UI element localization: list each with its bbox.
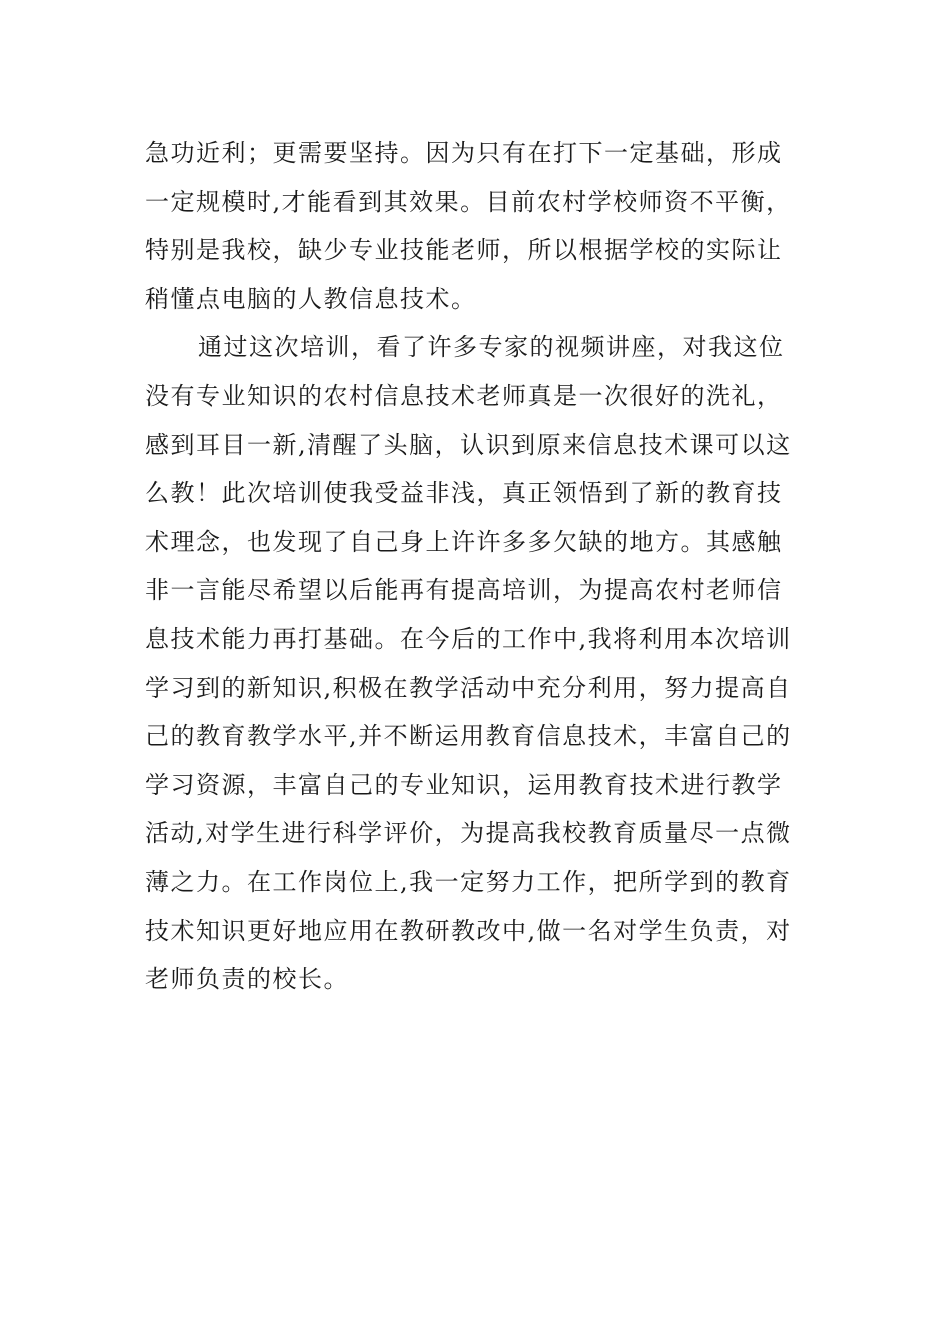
text-line: 通过这次培训，看了许多专家的视频讲座，对我这位 [198, 333, 785, 362]
text-line: 学习资源，丰富自己的专业知识，运用教育技术进行教学 [145, 770, 783, 799]
text-line: 么教！此次培训使我受益非浅，真正领悟到了新的教育技 [145, 479, 783, 508]
text-line: 没有专业知识的农村信息技术老师真是一次很好的洗礼， [145, 381, 783, 410]
document-body [145, 129, 807, 1004]
text-line: 技术知识更好地应用在教研教改中,做一名对学生负责，对 [145, 916, 792, 945]
text-line: 非一言能尽希望以后能再有提高培训，为提高农村老师信 [145, 576, 783, 605]
text-line: 息技术能力再打基础。在今后的工作中,我将利用本次培训 [145, 624, 792, 653]
text-line: 活动,对学生进行科学评价，为提高我校教育质量尽一点微 [145, 819, 792, 848]
text-line: 老师负责的校长。 [145, 965, 349, 994]
text-line: 一定规模时,才能看到其效果。目前农村学校师资不平衡， [145, 187, 792, 216]
text-line: 感到耳目一新,清醒了头脑，认识到原来信息技术课可以这 [145, 430, 792, 459]
text-line: 术理念，也发现了自己身上许许多多欠缺的地方。其感触 [145, 527, 783, 556]
text-line: 稍懂点电脑的人教信息技术。 [145, 284, 477, 313]
paragraph-2 [145, 323, 807, 1003]
text-line: 急功近利；更需要坚持。因为只有在打下一定基础，形成 [145, 139, 783, 167]
text-line: 特别是我校，缺少专业技能老师，所以根据学校的实际让 [145, 236, 783, 265]
text-line: 己的教育教学水平,并不断运用教育信息技术，丰富自己的 [145, 722, 792, 751]
text-line: 薄之力。在工作岗位上,我一定努力工作，把所学到的教育 [145, 867, 792, 896]
text-line: 学习到的新知识,积极在教学活动中充分利用，努力提高自 [145, 673, 792, 702]
paragraph-1 [145, 129, 807, 323]
